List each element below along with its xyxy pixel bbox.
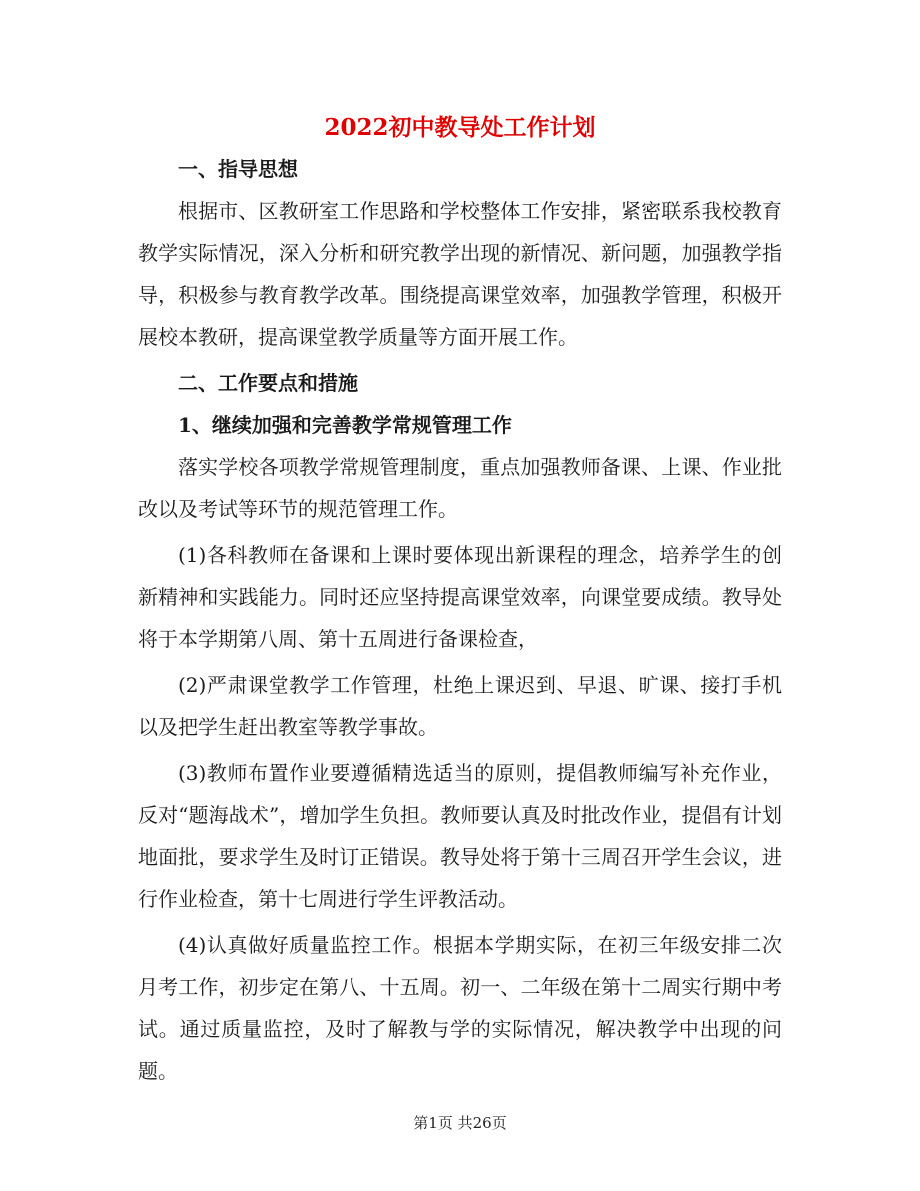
list-item-1-lesson-prep: (1)各科教师在备课和上课时要体现出新课程的理念，培养学生的创新精神和实践能力。同时还应坚持提高课堂效率，向课堂要成绩。教导处将于本学期第八周、第十五周进行备课检查，	[138, 543, 782, 651]
subsection-heading-routine-management: 1、继续加强和完善教学常规管理工作	[178, 413, 512, 437]
paragraph-guiding-ideology: 根据市、区教研室工作思路和学校整体工作安排，紧密联系我校教育教学实际情况，深入分析和研究教学出现的新情况、新问题，加强教学指导，积极参与教育教学改革。围绕提高课堂效率，加强教学管理，积极开展校本教研，提高课堂教学质量等方面开展工作。	[138, 199, 782, 349]
page-number-footer: 第1页 共26页	[413, 1114, 507, 1132]
list-item-4-quality-monitoring: (4)认真做好质量监控工作。根据本学期实际，在初三年级安排二次月考工作，初步定在第八、十五周。初一、二年级在第十二周实行期中考试。通过质量监控，及时了解教与学的实际情况，解决教学中出现的问题。	[138, 933, 782, 1083]
document-title: 2022初中教导处工作计划	[324, 114, 596, 141]
section-heading-work-points: 二、工作要点和措施	[178, 371, 358, 395]
paragraph-routine-management: 落实学校各项教学常规管理制度，重点加强教师备课、上课、作业批改以及考试等环节的规范管理工作。	[138, 455, 782, 521]
document-body	[138, 148, 782, 1092]
section-heading-guiding-ideology: 一、指导思想	[178, 157, 298, 181]
list-item-2-classroom-management: (2)严肃课堂教学工作管理，杜绝上课迟到、早退、旷课、接打手机以及把学生赶出教室等教学事故。	[138, 673, 782, 739]
list-item-3-homework: (3)教师布置作业要遵循精选适当的原则，提倡教师编写补充作业，反对“题海战术”，增加学生负担。教师要认真及时批改作业，提倡有计划地面批，要求学生及时订正错误。教导处将于第十三周召开学生会议，进行作业检查，第十七周进行学生评教活动。	[138, 761, 782, 911]
